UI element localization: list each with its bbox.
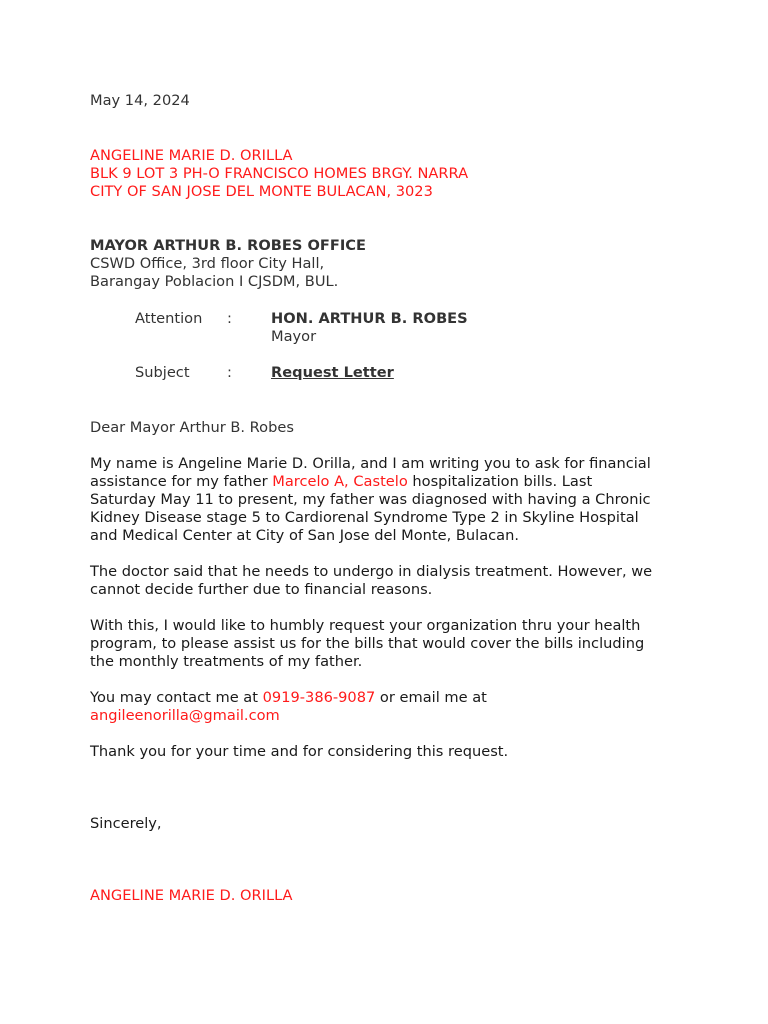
paragraph-4-line-1: [90, 689, 690, 707]
paragraph-1-line-5: and Medical Center at City of San Jose del Monte, Bulacan.: [90, 527, 519, 544]
paragraph-3-line-2: program, to please assist us for the bills that would cover the bills including: [90, 635, 645, 652]
paragraph-3: [90, 617, 690, 671]
contact-email: angileenorilla@gmail.com: [90, 707, 280, 724]
subject-value: Request Letter: [271, 364, 394, 381]
paragraph-1-line-2-before: assistance for my father: [90, 473, 273, 490]
attention-colon: :: [227, 310, 232, 327]
subject-row: [135, 364, 690, 382]
paragraph-2-line-1: The doctor said that he needs to undergo in dialysis treatment. However, we: [90, 563, 653, 580]
paragraph-5: [90, 743, 690, 761]
closing: Sincerely,: [90, 815, 162, 832]
paragraph-1-line-4: Kidney Disease stage 5 to Cardiorenal Syndrome Type 2 in Skyline Hospital: [90, 509, 639, 526]
sender-address-line2: CITY OF SAN JOSE DEL MONTE BULACAN, 3023: [90, 183, 433, 200]
thank-you-line: Thank you for your time and for considering this request.: [90, 743, 509, 760]
letter-date: May 14, 2024: [90, 92, 190, 109]
recipient-address-line1: CSWD Office, 3rd floor City Hall,: [90, 255, 325, 272]
paragraph-3-line-3: the monthly treatments of my father.: [90, 653, 363, 670]
attention-title: Mayor: [271, 328, 317, 345]
sender-name: ANGELINE MARIE D. ORILLA: [90, 147, 293, 164]
contact-text-before: You may contact me at: [90, 689, 263, 706]
recipient-address-line2: Barangay Poblacion I CJSDM, BUL.: [90, 273, 339, 290]
recipient-office: MAYOR ARTHUR B. ROBES OFFICE: [90, 237, 366, 254]
contact-text-after: or email me at: [375, 689, 487, 706]
letter-page: [90, 92, 690, 905]
paragraph-3-line-1: With this, I would like to humbly request your organization thru your health: [90, 617, 641, 634]
contact-phone: 0919-386-9087: [262, 689, 376, 706]
paragraph-1-line-2: [90, 473, 690, 491]
signature-name: ANGELINE MARIE D. ORILLA: [90, 887, 293, 904]
father-name: Marcelo A, Castelo: [272, 473, 408, 490]
salutation: Dear Mayor Arthur B. Robes: [90, 419, 294, 436]
paragraph-4: [90, 689, 690, 725]
sender-block: [90, 147, 690, 201]
attention-name: HON. ARTHUR B. ROBES: [271, 310, 468, 327]
subject-colon: :: [227, 364, 232, 381]
attention-value: [271, 310, 468, 346]
attention-row: [135, 310, 690, 346]
paragraph-1-line-3: Saturday May 11 to present, my father was diagnosed with having a Chronic: [90, 491, 651, 508]
paragraph-2-line-2: cannot decide further due to financial reasons.: [90, 581, 433, 598]
subject-label: Subject: [135, 364, 190, 381]
paragraph-1: [90, 455, 690, 545]
paragraph-1-line-2-after: hospitalization bills. Last: [407, 473, 593, 490]
sender-address-line1: BLK 9 LOT 3 PH-O FRANCISCO HOMES BRGY. NARRA: [90, 165, 469, 182]
paragraph-1-line-1: My name is Angeline Marie D. Orilla, and I am writing you to ask for financial: [90, 455, 651, 472]
paragraph-2: [90, 563, 690, 599]
recipient-block: [90, 237, 690, 291]
attention-label: Attention: [135, 310, 203, 327]
